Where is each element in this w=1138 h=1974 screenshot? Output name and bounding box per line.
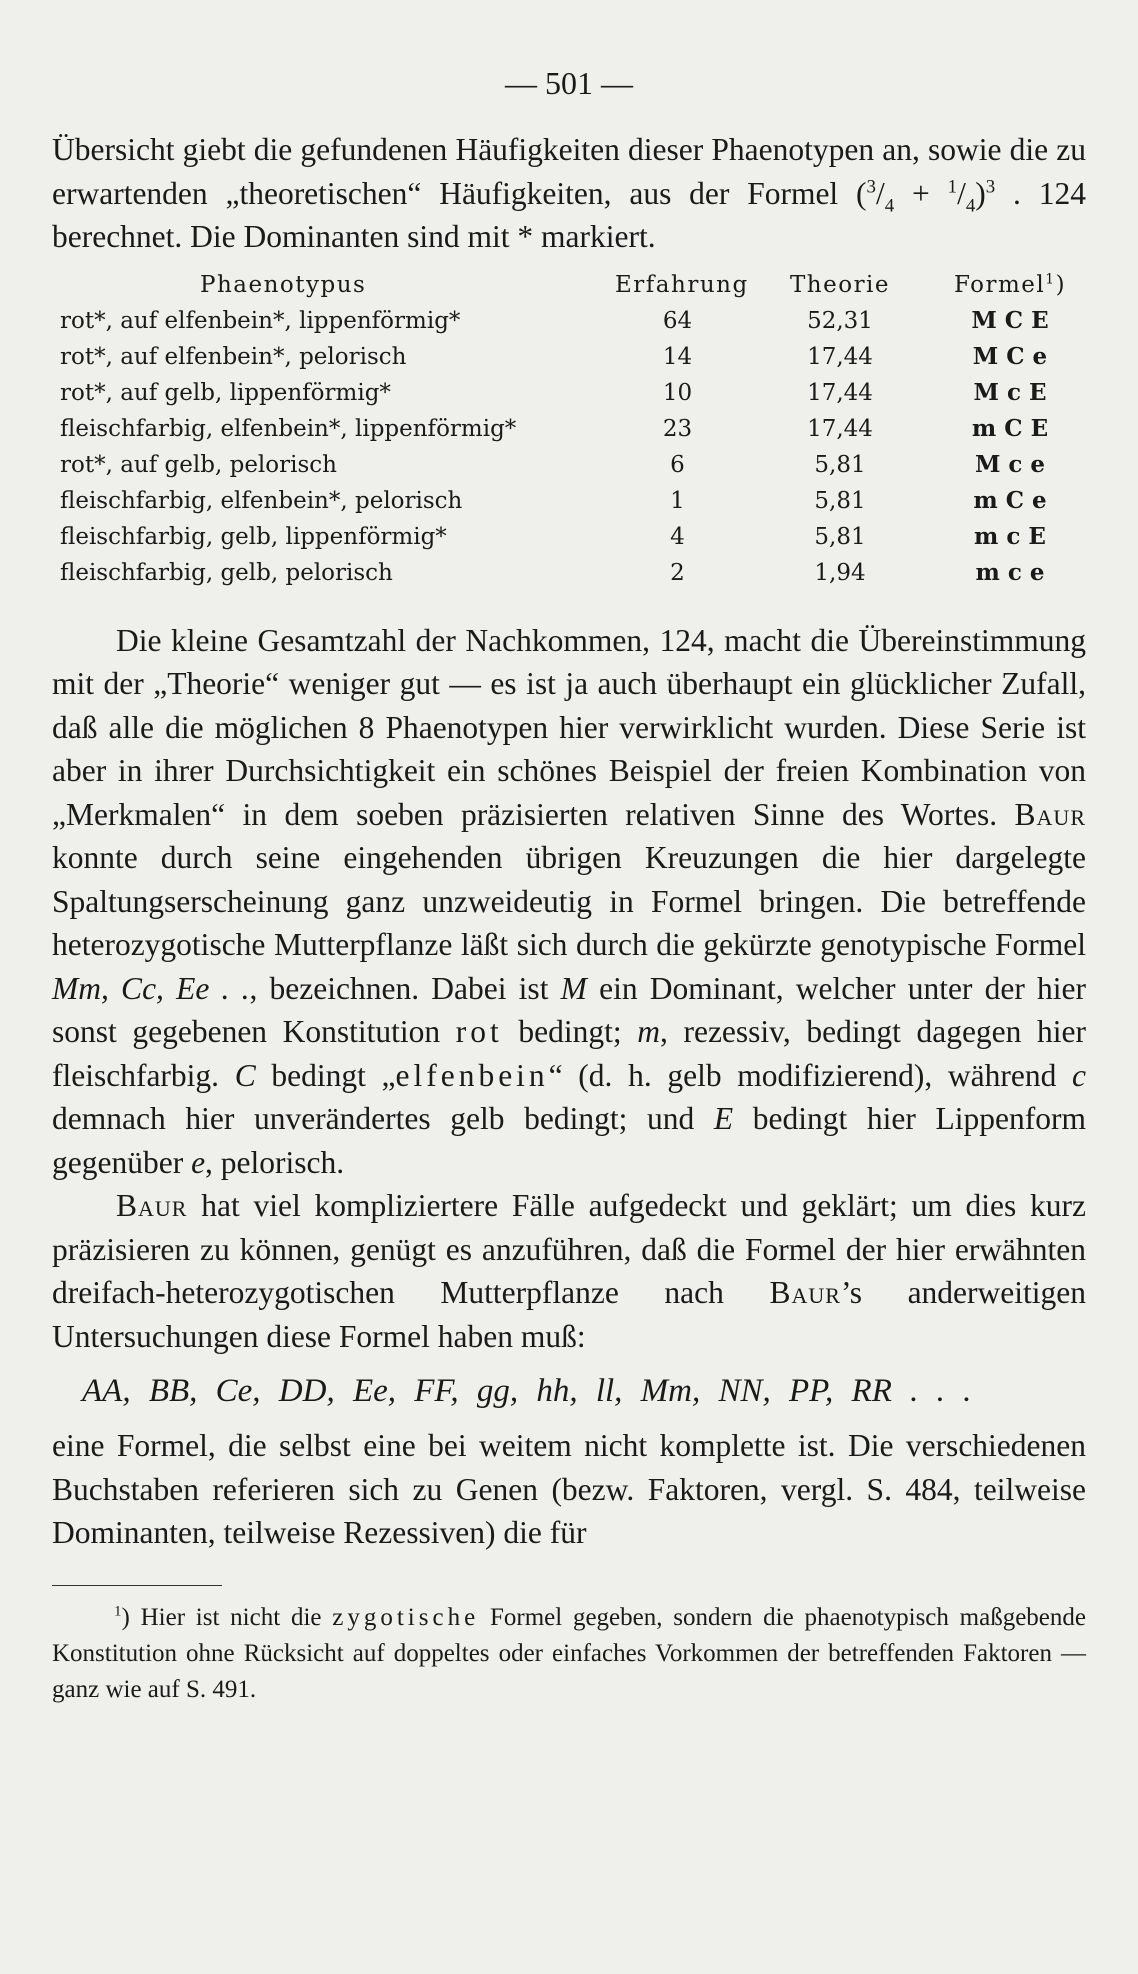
footnote: $^1$) Hier ist nicht die zygotische Formel gegeben, sondern die phaenotypisch maßgebende Konstitution ohne Rücksicht auf doppeltes oder einfaches Vorkommen der betreffenden Faktoren — ganz wie auf S. 491. [52, 1603, 1087, 1703]
table-row: fleischfarbig, gelb, lippenförmig* 4 5,81 m c E [60, 522, 1046, 550]
author-name: Baur [116, 1188, 188, 1223]
genotype-formula: AA, BB, Ce, DD, Ee, FF, gg, hh, ll, Mm, NN, PP, RR . . . [82, 1373, 972, 1409]
phenotype-table [60, 267, 1086, 591]
author-name: Baur [1014, 796, 1086, 832]
table-row: fleischfarbig, elfenbein*, lippenförmig* 23 17,44 m C E [60, 414, 1049, 442]
intro-paragraph: Übersicht giebt die gefundenen Häufigkeiten dieser Phaenotypen an, sowie die zu erwartenden „theoretischen“ Häufigkeiten, aus der Formel $(^3/_4 + ^1/_4)^3$ . 124 berechnet. Die Dominanten sind mit * markiert. [52, 132, 1087, 254]
page [52, 58, 1086, 1708]
paragraph-2: Die kleine Gesamtzahl der Nachkommen, 124, macht die Übereinstimmung mit der „Theorie“ weniger gut — es ist ja auch überhaupt ein glücklicher Zufall, daß alle die möglichen 8 Phaenotypen hier verwirklicht wurden. Diese Serie ist aber in ihrer Durchsichtigkeit ein schönes Beispiel der freien Kombination von „Merkmalen“ in dem soeben präzisierten relativen Sinne des Wortes. Baur konnte durch seine eingehenden übrigen Kreuzungen die hier dargelegte Spaltungserscheinung ganz unzweideutig in Formel bringen. Die betreffende heterozygotische Mutterpflanze läßt sich durch die gekürzte genotypische Formel Mm, Cc, Ee . ., bezeichnen. Dabei ist M ein Dominant, welcher unter der hier sonst gegebenen Konstitution rot bedingt; m, rezessiv, bedingt dagegen hier fleischfarbig. C bedingt „elfenbein“ (d. h. gelb modifizierend), während c demnach hier unverändertes gelb bedingt; und E bedingt hier Lippenform gegenüber e, pelorisch. [52, 622, 1086, 1180]
table-row: rot*, auf elfenbein*, lippenförmig* 64 52,31 M C E [60, 306, 1049, 334]
table-header [60, 267, 1086, 303]
paragraph-4: eine Formel, die selbst eine bei weitem nicht komplette ist. Die verschiedenen Buchstaben referieren sich zu Genen (bezw. Faktoren, vergl. S. 484, teilweise Dominanten, teilweise Rezessiven) die für [52, 1428, 1086, 1550]
header-formula: Formel$^1$) [953, 270, 1067, 298]
table-row: rot*, auf gelb, lippenförmig* 10 17,44 M c E [60, 378, 1047, 406]
header-phenotype: Phaenotypus [200, 271, 367, 298]
paragraph-3: Baur hat viel kompliziertere Fälle aufgedeckt und geklärt; um dies kurz präzisieren zu können, genügt es anzuführen, daß die Formel der hier erwähnten dreifach-heterozygotischen Mutterpflanze nach Baur’s anderweitigen Untersuchungen diese Formel haben muß: [52, 1188, 1086, 1354]
footnote-divider [52, 1585, 222, 1586]
table-row: fleischfarbig, elfenbein*, pelorisch 1 5,81 m C e [60, 486, 1047, 514]
author-name: Baur [769, 1275, 841, 1310]
header-observed: Erfahrung [615, 271, 749, 298]
table-row: rot*, auf gelb, pelorisch 6 5,81 M c e [60, 450, 1046, 478]
table-row: rot*, auf elfenbein*, pelorisch 14 17,44 M C e [60, 342, 1048, 370]
page-number: — 501 — [505, 65, 633, 101]
table-row: fleischfarbig, gelb, pelorisch 2 1,94 m c e [60, 558, 1045, 586]
header-theory: Theorie [789, 271, 891, 298]
